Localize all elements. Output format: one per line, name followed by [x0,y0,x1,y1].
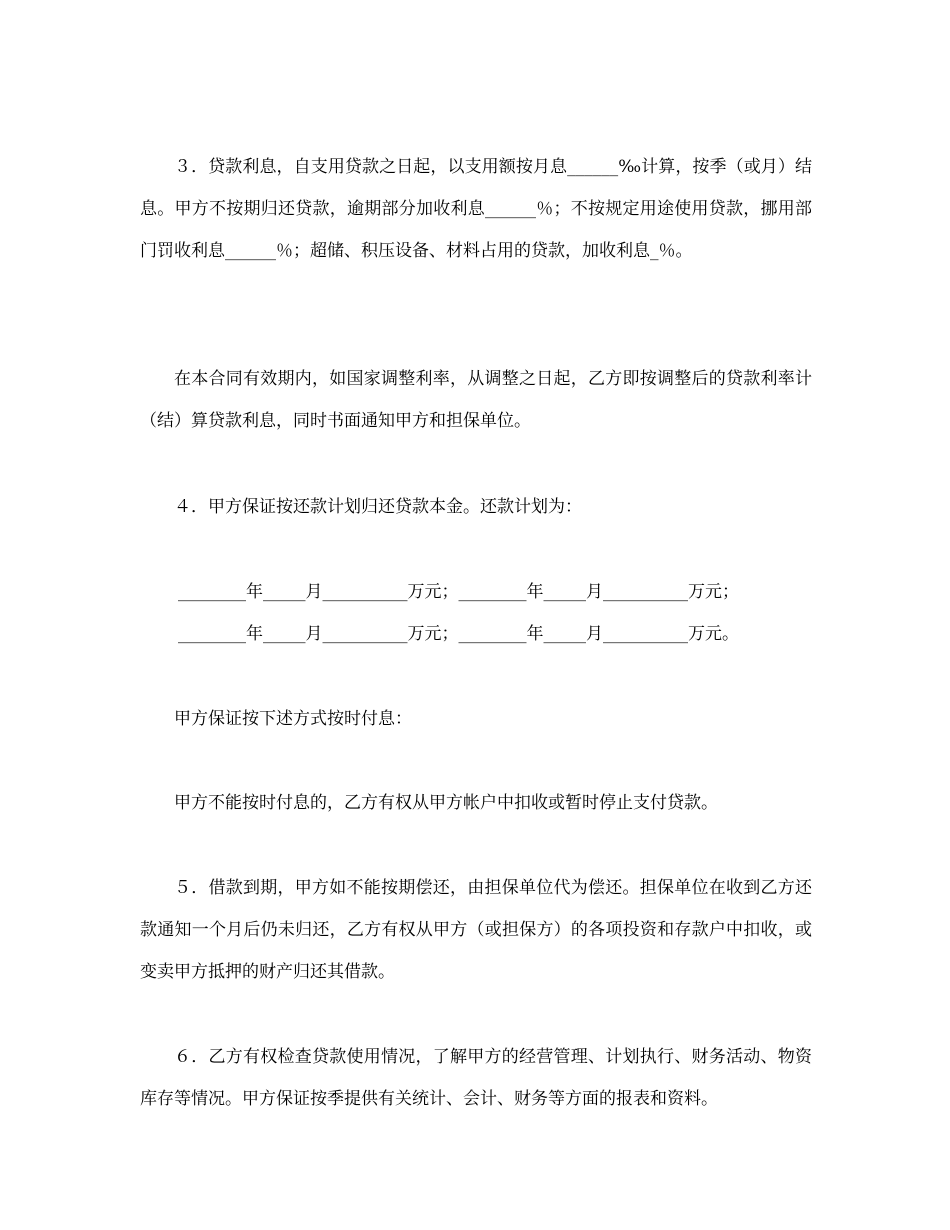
repayment-plan-line-2: ________年_____月__________万元；________年_____月__________万元。 [178,624,739,644]
clause-4-repayment: ４．甲方保证按还款计划归还贷款本金。还款计划为： [174,497,582,517]
rate-adjustment-paragraph: 在本合同有效期内，如国家调整利率，从调整之日起，乙方即按调整后的贷款利率计（结）算贷款利息，同时书面通知甲方和担保单位。 [140,369,812,431]
clause-3-interest: ３．贷款利息，自支用贷款之日起，以支用额按月息______‰计算，按季（或月）结息。甲方不按期归还贷款，逾期部分加收利息______％；不按规定用途使用贷款，挪用部门罚收利息______％；超储、积压设备、材料占用的贷款，加收利息_％。 [140,157,812,261]
clause-6-inspection: ６．乙方有权检查贷款使用情况，了解甲方的经营管理、计划执行、财务活动、物资库存等情况。甲方保证按季提供有关统计、会计、财务等方面的报表和资料。 [140,1047,812,1109]
interest-payment-method: 甲方保证按下述方式按时付息： [174,709,412,729]
clause-5-maturity: ５．借款到期，甲方如不能按期偿还，由担保单位代为偿还。担保单位在收到乙方还款通知一个月后仍未归还，乙方有权从甲方（或担保方）的各项投资和存款户中扣收，或变卖甲方抵押的财产归还其借款。 [140,878,812,982]
late-interest-paragraph: 甲方不能按时付息的，乙方有权从甲方帐户中扣收或暂时停止支付贷款。 [174,793,718,813]
repayment-plan-line-1: ________年_____月__________万元；________年_____月__________万元； [178,582,739,602]
